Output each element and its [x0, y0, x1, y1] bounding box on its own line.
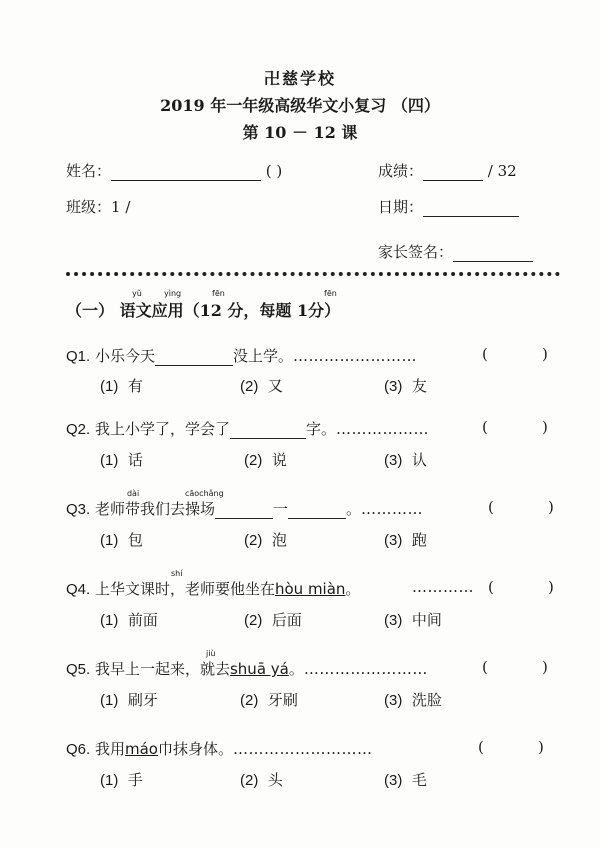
date-field[interactable] — [423, 216, 519, 217]
q3-option-2[interactable]: (2) 泡 — [244, 531, 287, 549]
class-value: 1 / — [111, 198, 131, 216]
underlined-pinyin: shuā yá — [229, 660, 289, 678]
name-label: 姓名： — [66, 162, 112, 180]
section-heading — [66, 289, 341, 321]
answer-paren-right: ) — [542, 418, 548, 436]
leader-dots: ……………………… — [232, 740, 373, 758]
question-text-end: 没上学。 — [232, 347, 293, 365]
dotted-divider — [66, 272, 560, 276]
question-text-end: 。 — [345, 580, 361, 598]
score-label: 成绩： — [378, 162, 424, 180]
leader-dots: ……………… — [336, 420, 429, 438]
answer-paren-right: ) — [548, 578, 554, 596]
answer-paren-left: ( — [482, 345, 488, 363]
question-number: Q3. — [66, 501, 91, 518]
q4-option-3[interactable]: (3) 中间 — [384, 611, 442, 629]
question-text-end: 字。 — [305, 420, 336, 438]
section-label: （一） 语文应用（12 分，每题 1分） — [66, 301, 341, 320]
question-text: 老师带我们去操场 dài cāochǎng — [94, 489, 224, 518]
question-number: Q5. — [66, 661, 91, 678]
answer-paren-right: ) — [548, 498, 554, 516]
answer-blank[interactable] — [155, 365, 233, 366]
pinyin-shi: shí — [170, 569, 183, 578]
question-2 — [66, 418, 429, 439]
question-text: 我用 — [94, 740, 125, 758]
answer-paren-left: ( — [488, 498, 494, 516]
q6-option-2[interactable]: (2) 头 — [240, 771, 283, 789]
question-text: 我早上一起来，就去 jiù — [94, 649, 230, 678]
question-number: Q1. — [66, 348, 91, 365]
q4-option-2[interactable]: (2) 后面 — [244, 611, 302, 629]
pinyin-caochang: cāochǎng — [184, 489, 224, 498]
parent-signature-label: 家长签名： — [378, 243, 454, 261]
answer-blank-2[interactable] — [288, 518, 346, 519]
question-text: 我上小学了，学会了 — [94, 420, 230, 438]
name-number-paren: ( ) — [265, 162, 283, 180]
pinyin-yu: yǔ — [132, 289, 142, 298]
class-label: 班级： — [66, 198, 112, 216]
question-1 — [66, 345, 417, 366]
leader-dots: …………………… — [293, 347, 417, 365]
q6-option-3[interactable]: (3) 毛 — [384, 771, 427, 789]
leader-dots: ………… — [412, 578, 474, 596]
q3-option-3[interactable]: (3) 跑 — [384, 531, 427, 549]
q5-option-2[interactable]: (2) 牙刷 — [240, 691, 298, 709]
date-row — [378, 196, 519, 217]
q4-option-1[interactable]: (1) 前面 — [100, 611, 158, 629]
answer-paren-left: ( — [482, 418, 488, 436]
answer-paren-right: ) — [542, 658, 548, 676]
worksheet-title: 2019 年一年级高级华文小复习 （四） — [160, 96, 440, 115]
pinyin-jiu: jiù — [205, 649, 216, 658]
class-row — [66, 196, 130, 217]
school-name: 卍慈学校 — [263, 69, 336, 88]
leader-dots: ………… — [361, 500, 424, 518]
answer-blank-1[interactable] — [215, 518, 273, 519]
question-number: Q2. — [66, 421, 91, 438]
date-label: 日期： — [378, 198, 424, 216]
underlined-pinyin: hòu miàn — [274, 580, 346, 598]
question-text-mid: 一 — [272, 500, 288, 518]
pinyin-ying: yìng — [164, 289, 182, 298]
question-3 — [66, 489, 424, 519]
pinyin-dai: dài — [126, 489, 140, 498]
question-5 — [66, 649, 428, 679]
name-row — [66, 160, 282, 181]
q5-option-3[interactable]: (3) 洗脸 — [384, 691, 442, 709]
question-number: Q6. — [66, 741, 91, 758]
question-text-end: 。 — [288, 660, 304, 678]
name-field[interactable] — [111, 180, 261, 181]
q2-option-2[interactable]: (2) 说 — [244, 451, 287, 469]
pinyin-fen: fēn — [212, 289, 225, 298]
score-field[interactable] — [423, 180, 483, 181]
answer-paren-left: ( — [478, 738, 484, 756]
q1-option-3[interactable]: (3) 友 — [384, 377, 427, 395]
question-text-end: 巾抹身体。 — [157, 740, 233, 758]
leader-dots: …………………… — [303, 660, 428, 678]
question-text-end: 。 — [346, 500, 362, 518]
score-total: / 32 — [487, 162, 517, 180]
answer-paren-left: ( — [482, 658, 488, 676]
parent-signature-row — [378, 241, 533, 262]
parent-signature-field[interactable] — [453, 261, 533, 262]
q1-option-2[interactable]: (2) 又 — [240, 377, 283, 395]
score-row — [378, 160, 517, 181]
underlined-pinyin: máo — [124, 740, 158, 758]
q1-option-1[interactable]: (1) 有 — [100, 377, 143, 395]
q2-option-3[interactable]: (3) 认 — [384, 451, 427, 469]
question-number: Q4. — [66, 581, 91, 598]
question-text: 小乐今天 — [94, 347, 155, 365]
pinyin-fen-2: fēn — [324, 289, 337, 298]
answer-paren-right: ) — [542, 345, 548, 363]
answer-paren-right: ) — [538, 738, 544, 756]
answer-paren-left: ( — [488, 578, 494, 596]
answer-blank[interactable] — [230, 438, 306, 439]
q6-option-1[interactable]: (1) 手 — [100, 771, 143, 789]
question-text: 上华文课时，老师要他坐在 shí — [94, 569, 275, 598]
q5-option-1[interactable]: (1) 刷牙 — [100, 691, 158, 709]
question-4 — [66, 569, 361, 599]
lesson-range: 第 10 － 12 课 — [242, 123, 358, 142]
q2-option-1[interactable]: (1) 话 — [100, 451, 143, 469]
q3-option-1[interactable]: (1) 包 — [100, 531, 143, 549]
question-6 — [66, 738, 372, 759]
